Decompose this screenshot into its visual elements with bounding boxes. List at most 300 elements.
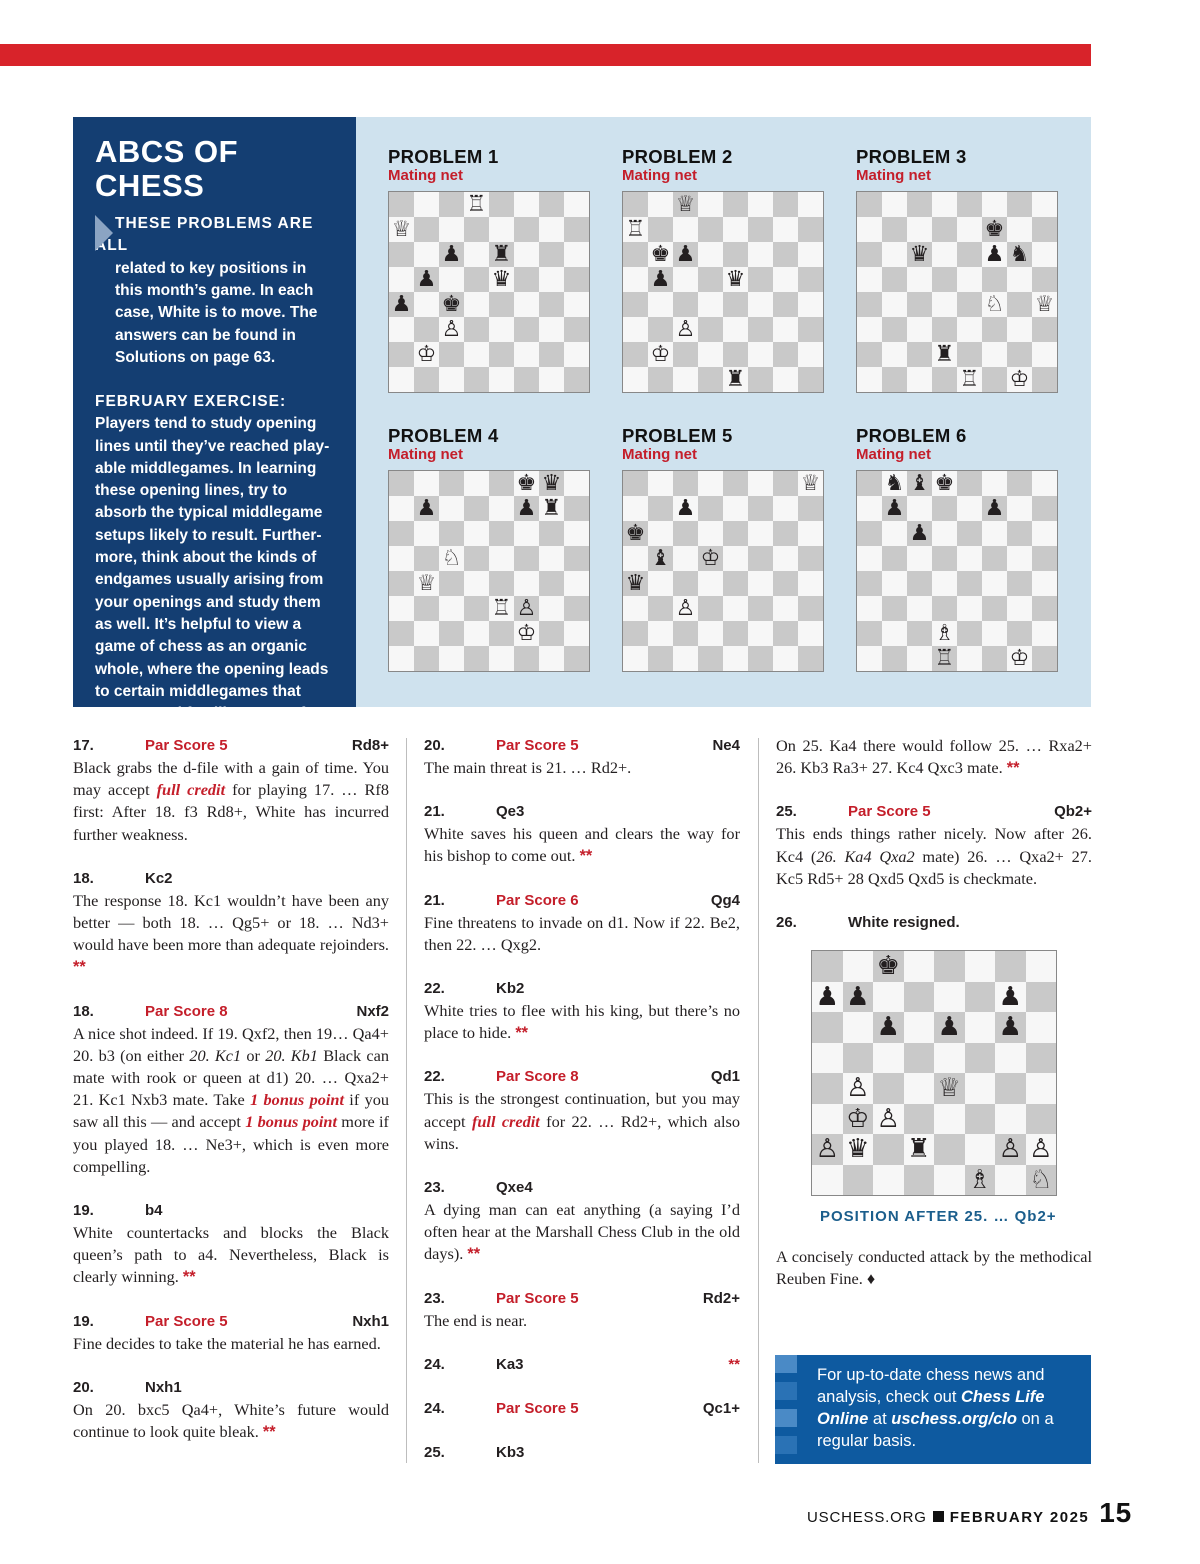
chess-piece-icon: ♕: [391, 216, 412, 242]
square-b8: [414, 192, 439, 217]
annotation-segment: Fine threatens to invade on d1. Now if 22. Be2, then 22. … Qxg2.: [424, 912, 740, 954]
square-e6: [957, 242, 982, 267]
square-h2: [1026, 1134, 1057, 1165]
black-move: Qc1+: [702, 1399, 740, 1417]
square-f7: [748, 217, 773, 242]
square-d2: [932, 342, 957, 367]
square-f8: [982, 192, 1007, 217]
square-d4: [464, 292, 489, 317]
square-f5: [982, 546, 1007, 571]
move-header: [776, 801, 1092, 823]
annotation-segment: full credit: [156, 780, 226, 800]
annotation-segment: This is the strongest continuation, but you may accept: [424, 1089, 740, 1131]
chess-piece-icon: ♔: [416, 341, 437, 367]
chess-piece-icon: ♗: [934, 620, 955, 646]
square-e1: [723, 367, 748, 392]
square-g1: [539, 367, 564, 392]
square-g2: [773, 342, 798, 367]
square-b1: [882, 646, 907, 671]
square-f7: [514, 496, 539, 521]
square-b4: [882, 571, 907, 596]
promo-mid: at: [868, 1410, 892, 1428]
black-move: **: [728, 1355, 740, 1373]
square-c3: [673, 596, 698, 621]
square-a2: [857, 342, 882, 367]
square-a1: [857, 367, 882, 392]
move-header: [73, 1001, 389, 1023]
annotation-segment: more if you played 18. … Ne3+, which is even more compelling.: [73, 1112, 389, 1176]
square-h5: [564, 546, 589, 571]
square-d6: [698, 242, 723, 267]
square-g5: [773, 546, 798, 571]
square-d7: [932, 496, 957, 521]
square-f3: [982, 317, 1007, 342]
square-f6: [748, 242, 773, 267]
move-number: 18.: [73, 1002, 94, 1020]
square-b3: [648, 596, 673, 621]
white-move: Ka3: [496, 1355, 524, 1373]
chess-piece-icon: ♙: [441, 316, 462, 342]
square-c7: [907, 217, 932, 242]
square-g3: [1007, 317, 1032, 342]
square-a8: [389, 471, 414, 496]
move-number: 24.: [424, 1399, 445, 1417]
problem-title: PROBLEM 5: [622, 425, 733, 446]
square-h5: [798, 267, 823, 292]
square-a3: [623, 596, 648, 621]
square-f7: [965, 982, 996, 1013]
annotation-segment: White saves his queen and clears the way for his bishop to come out.: [424, 824, 740, 866]
chess-piece-icon: ♛: [909, 241, 930, 267]
annotation-segment: for playing 17. … Rf8 first: After 18. f3 Rd8+, White has incurred further weakness.: [73, 780, 389, 844]
annotation-list: [776, 735, 1092, 890]
chess-piece-icon: ♝: [650, 545, 671, 571]
square-f6: [982, 521, 1007, 546]
square-a7: [389, 217, 414, 242]
move-number: 21.: [424, 891, 445, 909]
annotation-segment: The response 18. Kc1 wouldn’t have been any better — both 18. … Qg5+ or 18. … Nd3+ would have been more than adequate rejoinders.: [73, 890, 389, 955]
annotation-segment: This ends things rather nicely. Now after 26. Kc4 (: [776, 824, 1092, 866]
chess-piece-icon: ♙: [675, 316, 696, 342]
square-d2: [698, 342, 723, 367]
chess-piece-icon: ♟: [998, 1012, 1022, 1043]
square-a1: [812, 1165, 843, 1196]
square-g4: [539, 571, 564, 596]
chess-piece-icon: ♚: [516, 470, 537, 496]
square-b1: [414, 367, 439, 392]
square-e6: [723, 521, 748, 546]
square-c6: [439, 521, 464, 546]
black-move: Rd8+: [351, 737, 389, 754]
square-f8: [748, 471, 773, 496]
square-g8: [539, 192, 564, 217]
square-a1: [389, 367, 414, 392]
square-h4: [1032, 292, 1057, 317]
move-number: 22.: [424, 980, 445, 998]
square-c4: [907, 292, 932, 317]
square-icon: [933, 1511, 944, 1522]
annotation-text: [73, 757, 389, 846]
square-g6: [539, 521, 564, 546]
square-h8: [564, 471, 589, 496]
square-e6: [723, 242, 748, 267]
square-b3: [882, 596, 907, 621]
square-c3: [907, 317, 932, 342]
square-h5: [1026, 1043, 1057, 1074]
square-h2: [798, 621, 823, 646]
square-d3: [698, 317, 723, 342]
chess-piece-icon: ♔: [1009, 645, 1030, 671]
square-e8: [934, 951, 965, 982]
square-g6: [995, 1012, 1026, 1043]
square-e1: [957, 367, 982, 392]
square-a3: [857, 317, 882, 342]
square-d4: [932, 292, 957, 317]
move-header: [73, 868, 389, 890]
square-g4: [773, 292, 798, 317]
square-g7: [1007, 496, 1032, 521]
square-d1: [932, 646, 957, 671]
black-move: Rd2+: [702, 1289, 740, 1307]
square-g6: [1007, 521, 1032, 546]
square-e2: [957, 621, 982, 646]
square-f4: [982, 571, 1007, 596]
move-number: 23.: [424, 1289, 445, 1307]
white-move: Nxh1: [145, 1378, 182, 1396]
par-score: Par Score 5: [496, 1399, 579, 1417]
square-g1: [1007, 646, 1032, 671]
square-d8: [464, 471, 489, 496]
square-d6: [464, 521, 489, 546]
square-a7: [812, 982, 843, 1013]
footer-site: USCHESS.ORG: [807, 1509, 927, 1526]
square-a1: [623, 646, 648, 671]
square-g7: [773, 496, 798, 521]
square-c6: [873, 1012, 904, 1043]
square-d6: [932, 521, 957, 546]
chess-piece-icon: ♚: [876, 951, 900, 982]
square-c8: [673, 192, 698, 217]
square-h1: [1026, 1165, 1057, 1196]
square-b8: [843, 951, 874, 982]
square-f2: [982, 621, 1007, 646]
square-a4: [857, 292, 882, 317]
square-g5: [539, 546, 564, 571]
square-a6: [812, 1012, 843, 1043]
square-c8: [907, 192, 932, 217]
square-a7: [389, 496, 414, 521]
square-b8: [414, 471, 439, 496]
black-move: Qg4: [710, 891, 740, 909]
stars-marker: **: [262, 1423, 276, 1442]
square-g5: [1007, 546, 1032, 571]
exercise-text: Players tend to study opening lines until they’ve reached playable middlegames. In learning these opening lines, try to absorb the typical middlegame setups likely to result. Furthermore, think about the kinds of endgames usually arising from your openings and study them as well. It’s helpful to view a game of chess as an organic whole, where the opening leads to certain middlegames that veer toward familiar types of endgames.: [95, 415, 330, 745]
square-b4: [882, 292, 907, 317]
square-h3: [564, 596, 589, 621]
square-a6: [623, 242, 648, 267]
problem-subtitle: Mating net: [856, 446, 931, 463]
square-g7: [539, 217, 564, 242]
sidebar-intro-lead: THESE PROBLEMS ARE ALL: [95, 215, 314, 255]
square-g5: [1007, 267, 1032, 292]
square-b7: [414, 217, 439, 242]
square-e2: [934, 1134, 965, 1165]
square-e4: [489, 292, 514, 317]
square-b4: [414, 292, 439, 317]
square-h7: [564, 496, 589, 521]
square-d1: [464, 367, 489, 392]
promo-url: uschess.org/clo: [891, 1410, 1017, 1428]
square-a7: [857, 217, 882, 242]
square-e7: [957, 217, 982, 242]
square-h8: [798, 471, 823, 496]
square-f7: [514, 217, 539, 242]
square-h1: [1032, 646, 1057, 671]
chess-piece-icon: ♔: [700, 545, 721, 571]
square-g6: [773, 521, 798, 546]
black-move: Qb2+: [1054, 803, 1092, 821]
square-a6: [857, 521, 882, 546]
square-b1: [843, 1165, 874, 1196]
stars-marker: **: [515, 1024, 529, 1043]
square-c1: [673, 367, 698, 392]
annotation-segment: A nice shot indeed. If 19. Qxf2, then 19… Qa4+ 20. b3 (on either: [73, 1023, 389, 1065]
square-g2: [773, 621, 798, 646]
square-f8: [748, 192, 773, 217]
square-e4: [723, 292, 748, 317]
square-g6: [1007, 242, 1032, 267]
chess-piece-icon: ♞: [884, 470, 905, 496]
square-d3: [464, 317, 489, 342]
square-c3: [673, 317, 698, 342]
square-f1: [982, 646, 1007, 671]
square-e5: [723, 546, 748, 571]
square-d3: [932, 317, 957, 342]
square-b8: [648, 192, 673, 217]
square-b6: [882, 521, 907, 546]
promo-box: [775, 1355, 1091, 1464]
annotation-segment: On 20. bxc5 Qa4+, White’s future would continue to look quite bleak.: [73, 1399, 389, 1442]
square-f3: [965, 1104, 996, 1135]
square-d1: [904, 1165, 935, 1196]
chess-piece-icon: ♙: [815, 1134, 839, 1165]
square-a5: [857, 267, 882, 292]
sidebar-intro: [95, 213, 336, 369]
square-b1: [882, 367, 907, 392]
chess-piece-icon: ♔: [1009, 366, 1030, 392]
square-h2: [564, 342, 589, 367]
chess-piece-icon: ♕: [675, 191, 696, 217]
square-e3: [723, 596, 748, 621]
annotation-text: [73, 1023, 389, 1178]
square-f7: [982, 217, 1007, 242]
square-c5: [439, 267, 464, 292]
square-c1: [439, 646, 464, 671]
square-a8: [389, 192, 414, 217]
problem-6: [856, 426, 1058, 672]
square-e5: [957, 267, 982, 292]
square-g1: [539, 646, 564, 671]
square-a7: [623, 217, 648, 242]
page-footer: [807, 1497, 1132, 1529]
move-header: [424, 978, 740, 1000]
closing-text: A concisely conducted attack by the methodical Reuben Fine. ♦: [776, 1247, 1092, 1289]
move-header: [424, 801, 740, 823]
square-e2: [489, 621, 514, 646]
square-g7: [773, 217, 798, 242]
square-c7: [907, 496, 932, 521]
square-d5: [698, 267, 723, 292]
square-h4: [798, 292, 823, 317]
square-d2: [464, 621, 489, 646]
square-h4: [1026, 1073, 1057, 1104]
square-g5: [539, 267, 564, 292]
square-b4: [414, 571, 439, 596]
chess-piece-icon: ♝: [909, 470, 930, 496]
square-d7: [698, 217, 723, 242]
square-d5: [932, 267, 957, 292]
annotation-text: [424, 1000, 740, 1044]
move-header: [424, 1442, 740, 1464]
square-h8: [564, 192, 589, 217]
square-d4: [932, 571, 957, 596]
square-b1: [414, 646, 439, 671]
square-g4: [1007, 292, 1032, 317]
square-c5: [673, 546, 698, 571]
square-f1: [982, 367, 1007, 392]
square-e1: [489, 367, 514, 392]
move-header: [424, 1066, 740, 1088]
square-h3: [1026, 1104, 1057, 1135]
square-c5: [907, 267, 932, 292]
square-g1: [773, 646, 798, 671]
square-c8: [907, 471, 932, 496]
square-e3: [957, 317, 982, 342]
square-a8: [857, 192, 882, 217]
square-b3: [414, 317, 439, 342]
annotation-segment: full credit: [471, 1111, 540, 1131]
square-a1: [389, 646, 414, 671]
square-d3: [904, 1104, 935, 1135]
square-a6: [389, 521, 414, 546]
white-move: Qxe4: [496, 1179, 533, 1197]
square-g3: [1007, 596, 1032, 621]
chess-piece-icon: ♟: [846, 981, 870, 1012]
chess-piece-icon: ♜: [491, 241, 512, 267]
problems-panel: [356, 117, 1091, 707]
square-f4: [514, 292, 539, 317]
square-e8: [723, 471, 748, 496]
square-e4: [723, 571, 748, 596]
square-b8: [882, 471, 907, 496]
square-f6: [965, 1012, 996, 1043]
square-e6: [489, 242, 514, 267]
problem-5: [622, 426, 824, 672]
chess-piece-icon: ♜: [907, 1134, 931, 1165]
chess-piece-icon: ♟: [984, 241, 1005, 267]
square-d7: [698, 496, 723, 521]
square-e4: [934, 1073, 965, 1104]
sidebar-intro-rest: related to key positions in this month’s game. In each case, White is to move. The answers can be found in Solutions on page 63.: [115, 259, 318, 366]
square-g3: [773, 317, 798, 342]
square-e1: [957, 646, 982, 671]
square-e4: [489, 571, 514, 596]
square-h5: [798, 546, 823, 571]
square-f3: [514, 317, 539, 342]
chess-piece-icon: ♛: [625, 570, 646, 596]
par-score: Par Score 5: [145, 737, 228, 754]
square-b5: [843, 1043, 874, 1074]
annotation-text: [73, 1399, 389, 1443]
chess-piece-icon: ♚: [441, 291, 462, 317]
square-a8: [812, 951, 843, 982]
square-b4: [648, 292, 673, 317]
square-h2: [1032, 342, 1057, 367]
move-header: [73, 735, 389, 757]
move-number: 19.: [73, 1202, 94, 1220]
white-move: Kc2: [145, 869, 173, 887]
square-b2: [414, 621, 439, 646]
chess-piece-icon: ♟: [909, 520, 930, 546]
par-score: Par Score 5: [496, 737, 579, 754]
square-f8: [514, 192, 539, 217]
square-g2: [995, 1134, 1026, 1165]
square-e4: [957, 571, 982, 596]
square-f2: [965, 1134, 996, 1165]
square-c7: [439, 217, 464, 242]
chess-piece-icon: ♕: [416, 570, 437, 596]
square-f5: [748, 546, 773, 571]
square-e1: [723, 646, 748, 671]
square-b5: [648, 267, 673, 292]
move-resigned: [776, 912, 1092, 934]
square-h2: [564, 621, 589, 646]
exercise-heading: FEBRUARY EXERCISE:: [95, 393, 287, 411]
square-g2: [1007, 621, 1032, 646]
chess-piece-icon: ♔: [516, 620, 537, 646]
annotation-text: [424, 823, 740, 867]
problem-title: PROBLEM 2: [622, 146, 733, 167]
square-h4: [1032, 571, 1057, 596]
annotation-segment: 26. Ka4 Qxa2: [816, 846, 915, 866]
chess-piece-icon: ♛: [541, 470, 562, 496]
chess-piece-icon: ♟: [650, 266, 671, 292]
annotation-segment: The end is near.: [424, 1310, 528, 1330]
square-e3: [723, 317, 748, 342]
square-b5: [882, 267, 907, 292]
square-g8: [995, 951, 1026, 982]
move-number: 18.: [73, 869, 94, 887]
square-g1: [995, 1165, 1026, 1196]
square-g8: [773, 471, 798, 496]
square-e5: [489, 267, 514, 292]
chess-piece-icon: ♔: [846, 1103, 870, 1134]
square-g8: [1007, 192, 1032, 217]
arrow-icon: [95, 215, 113, 251]
chess-piece-icon: ♟: [675, 241, 696, 267]
annotation-text: [776, 735, 1092, 779]
square-f4: [748, 571, 773, 596]
chess-piece-icon: ♔: [650, 341, 671, 367]
square-e4: [957, 292, 982, 317]
square-c8: [439, 192, 464, 217]
problem-subtitle: Mating net: [388, 167, 463, 184]
square-e3: [957, 596, 982, 621]
chess-piece-icon: ♚: [650, 241, 671, 267]
move-number: 23.: [424, 1179, 445, 1197]
square-f7: [748, 496, 773, 521]
square-g2: [539, 621, 564, 646]
